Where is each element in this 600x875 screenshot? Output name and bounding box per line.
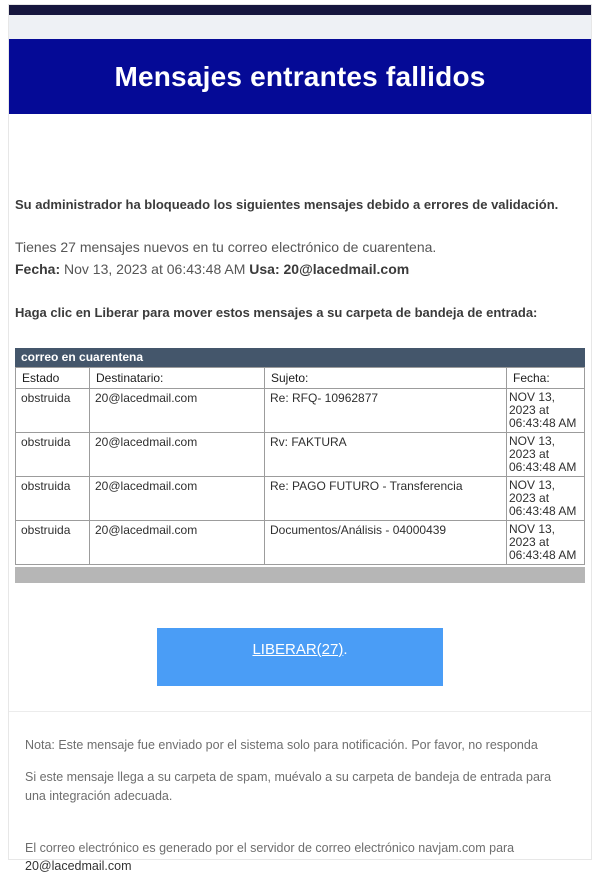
footer-divider (9, 711, 591, 712)
table-row (16, 433, 585, 477)
cell-estado: obstruida (16, 389, 90, 433)
col-header-fecha: Fecha: (507, 368, 585, 389)
email-footer (9, 736, 591, 875)
quarantine-count-line: Tienes 27 mensajes nuevos en tu correo electrónico de cuarentena. (15, 239, 437, 255)
release-link[interactable]: LIBERAR(27) (252, 641, 344, 658)
quarantine-table (15, 367, 585, 565)
cell-fecha: NOV 13, 2023 at 06:43:48 AM (507, 433, 585, 477)
cell-estado: obstruida (16, 477, 90, 521)
email-card (8, 4, 592, 873)
footer-note: Nota: Este mensaje fue enviado por el sistema solo para notificación. Por favor, no responda (25, 738, 538, 752)
table-row (16, 521, 585, 565)
cell-sujeto: Re: PAGO FUTURO - Transferencia (265, 477, 507, 521)
top-strip (9, 5, 591, 15)
preheader-band (9, 15, 591, 39)
col-header-sujeto: Sujeto: (265, 368, 507, 389)
fecha-label: Fecha: (15, 261, 61, 277)
cell-sujeto: Documentos/Análisis - 04000439 (265, 521, 507, 565)
col-header-destinatario: Destinatario: (90, 368, 265, 389)
quarantine-table-caption: correo en cuarentena (15, 348, 585, 367)
usa-label: Usa: 20@lacedmail.com (249, 261, 410, 277)
footer-generated-email: 20@lacedmail.com (25, 859, 132, 873)
cell-fecha: NOV 13, 2023 at 06:43:48 AM (507, 389, 585, 433)
cell-destinatario: 20@lacedmail.com (90, 389, 265, 433)
fecha-line (15, 260, 585, 279)
table-row (16, 389, 585, 433)
cell-fecha: NOV 13, 2023 at 06:43:48 AM (507, 521, 585, 565)
footer-generated-by (25, 839, 575, 875)
page-title: Mensajes entrantes fallidos (114, 61, 486, 92)
cell-sujeto: Rv: FAKTURA (265, 433, 507, 477)
release-instruction: Haga clic en Liberar para mover estos mensajes a su carpeta de bandeja de entrada: (15, 305, 538, 320)
button-row (15, 628, 585, 686)
footer-generated-line: El correo electrónico es generado por el servidor de correo electrónico navjam.com para (25, 841, 515, 855)
header-banner (9, 39, 591, 114)
cell-destinatario: 20@lacedmail.com (90, 477, 265, 521)
footer-spam-line2: una integración adecuada. (25, 789, 173, 803)
cell-estado: obstruida (16, 521, 90, 565)
release-button[interactable] (157, 628, 443, 686)
release-link-suffix: . (343, 641, 348, 658)
admin-blocked-notice: Su administrador ha bloqueado los siguientes mensajes debido a errores de validación. (15, 197, 559, 212)
cell-destinatario: 20@lacedmail.com (90, 521, 265, 565)
cell-fecha: NOV 13, 2023 at 06:43:48 AM (507, 477, 585, 521)
table-footer-bar (15, 567, 585, 583)
footer-spam-advice (25, 768, 575, 806)
fecha-value: Nov 13, 2023 at 06:43:48 AM (60, 261, 250, 277)
table-header-row (16, 368, 585, 389)
email-body (9, 197, 591, 686)
footer-spam-line1: Si este mensaje llega a su carpeta de spam, muévalo a su carpeta de bandeja de entrada para (25, 770, 552, 784)
cell-estado: obstruida (16, 433, 90, 477)
cell-sujeto: Re: RFQ- 10962877 (265, 389, 507, 433)
col-header-estado: Estado (16, 368, 90, 389)
table-row (16, 477, 585, 521)
cell-destinatario: 20@lacedmail.com (90, 433, 265, 477)
